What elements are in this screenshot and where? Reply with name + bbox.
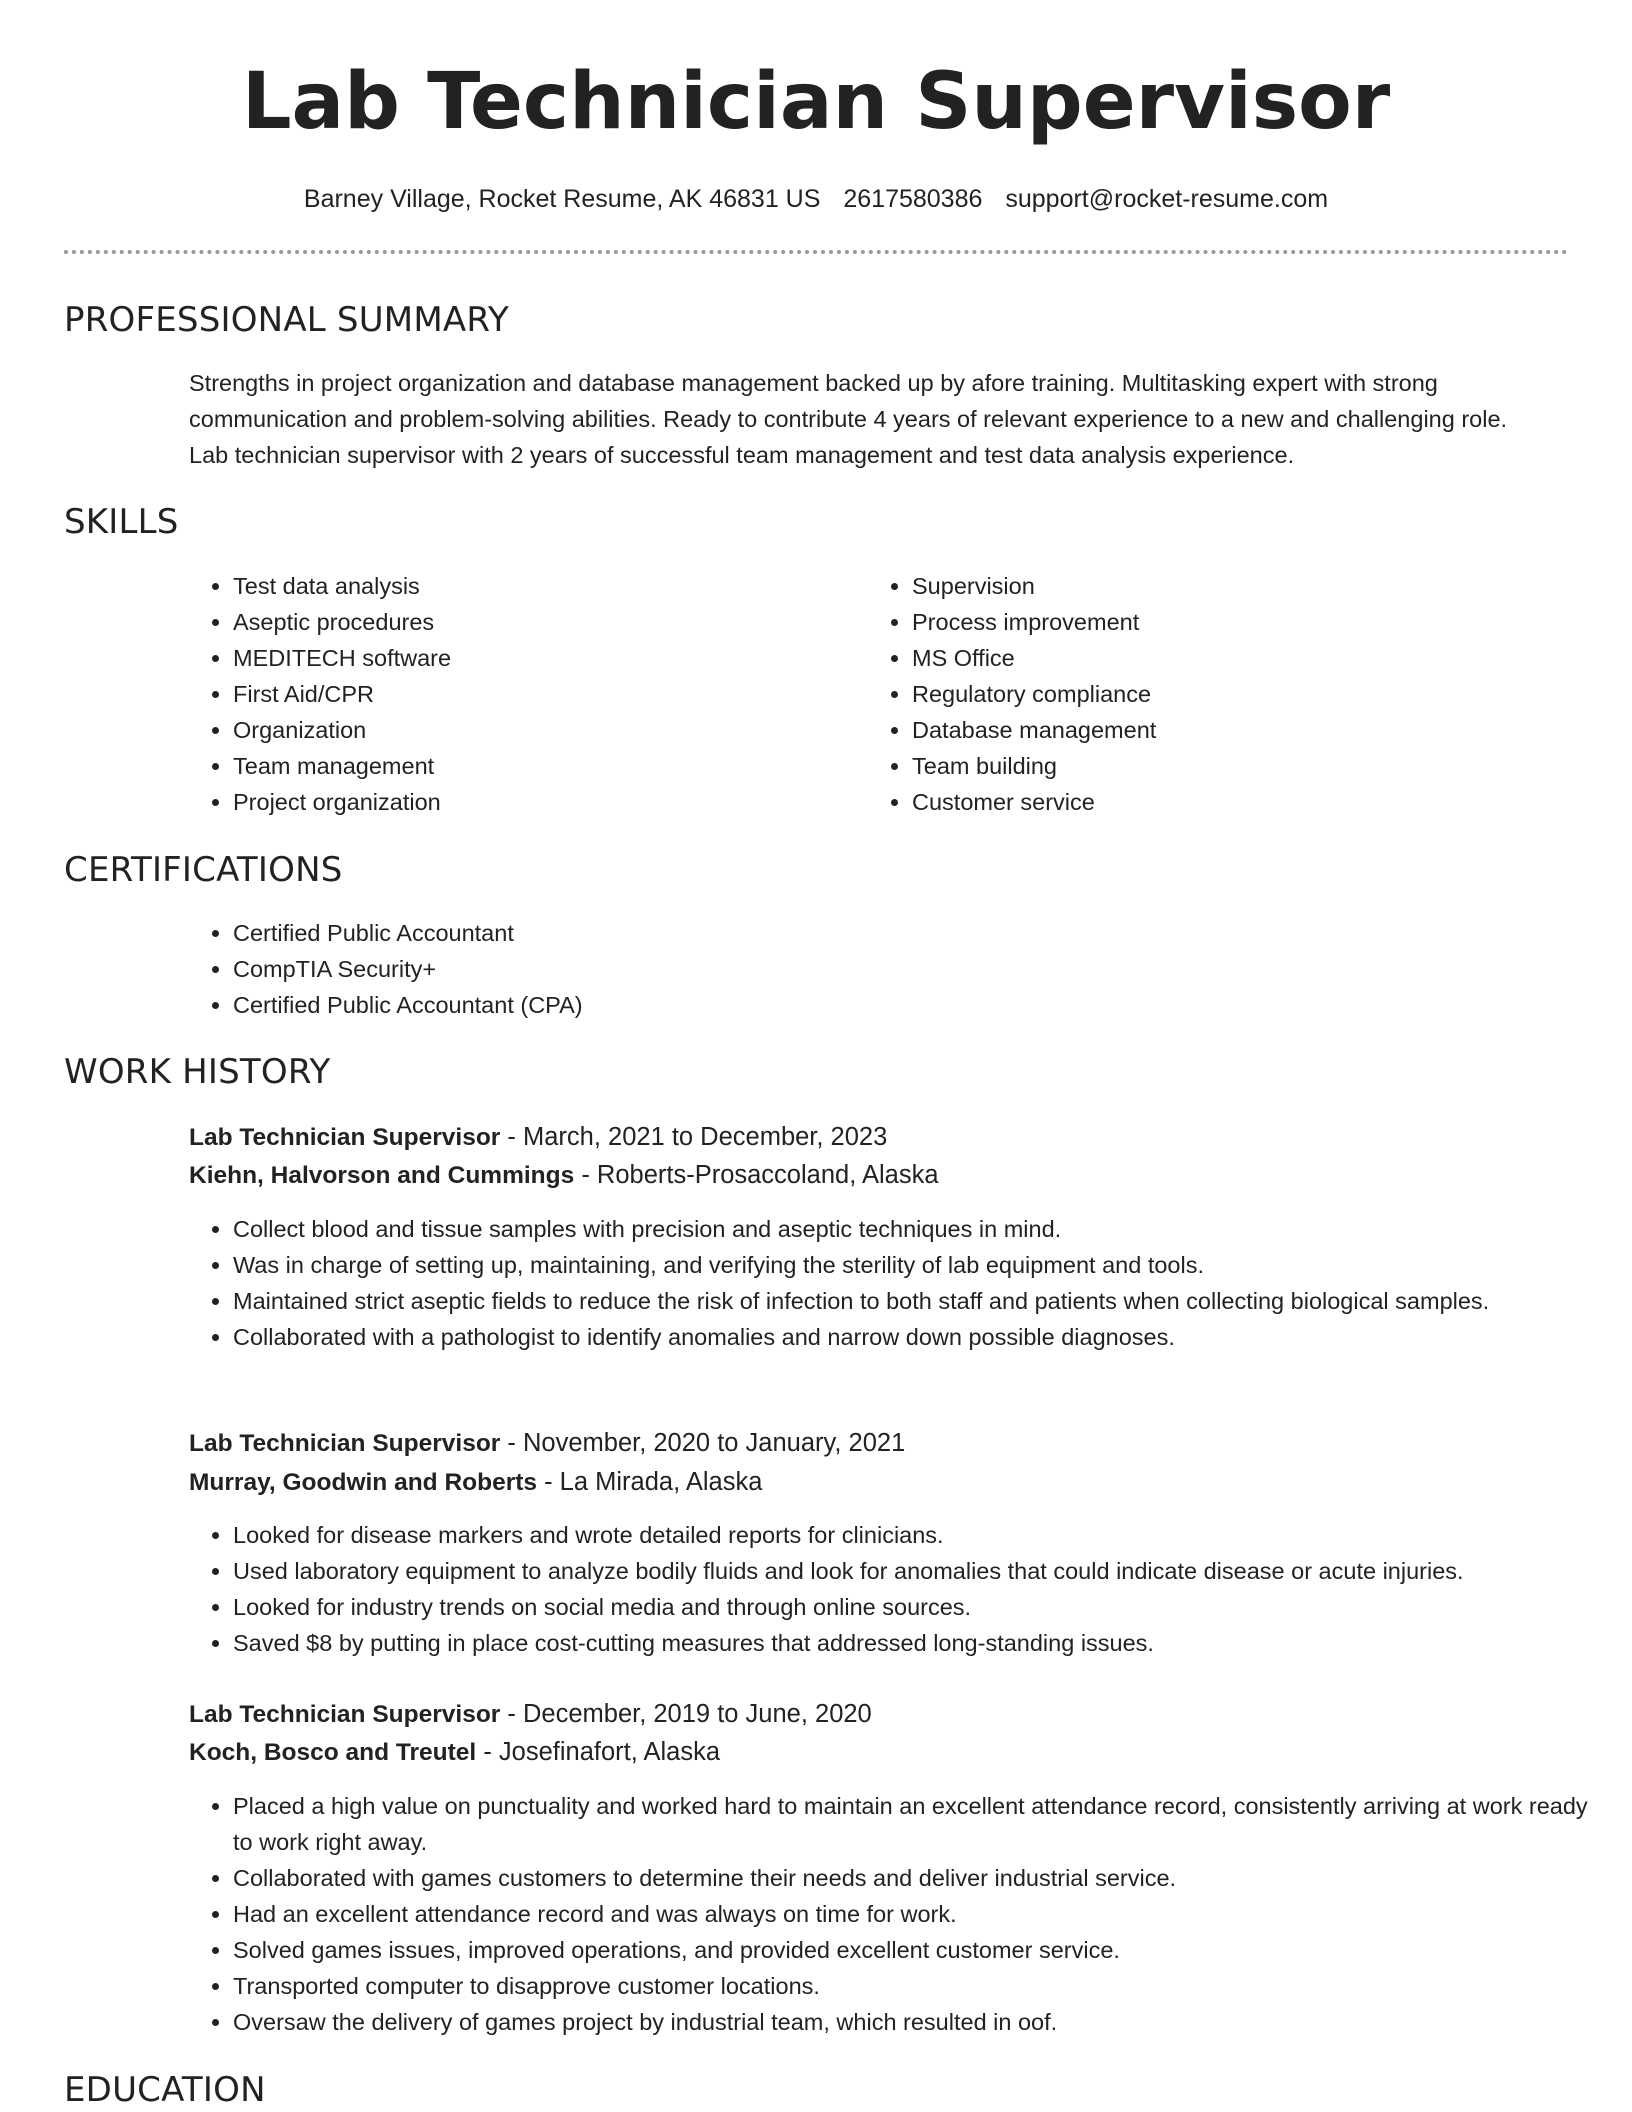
- contact-email: support@rocket-resume.com: [1005, 185, 1329, 213]
- list-item: • Saved $8 by putting in place cost-cutting measures that addressed long-standing issues.: [233, 1625, 1632, 1661]
- list-item: • Supervision: [912, 568, 1532, 604]
- job-role: Lab Technician Supervisor: [189, 1701, 501, 1728]
- job-company-line: [189, 1463, 1549, 1501]
- job-bullets: [189, 1517, 1632, 1661]
- job-dates: - November, 2020 to January, 2021: [500, 1429, 906, 1457]
- list-item: • Certified Public Accountant (CPA): [233, 987, 1593, 1023]
- skills-list-left: [189, 568, 853, 820]
- section-title-work-history: WORK HISTORY: [64, 1052, 331, 1092]
- list-item: • Database management: [912, 712, 1532, 748]
- list-item: • Team management: [233, 748, 853, 784]
- list-item: • Process improvement: [912, 604, 1532, 640]
- list-item: • Looked for disease markers and wrote detailed reports for clinicians.: [233, 1517, 1632, 1553]
- list-item: • Collaborated with games customers to determine their needs and deliver industrial service.: [233, 1860, 1613, 1896]
- list-item: • Customer service: [912, 784, 1532, 820]
- job-company-line: [189, 1156, 1549, 1194]
- contact-line: [0, 182, 1632, 216]
- contact-address: Barney Village, Rocket Resume, AK 46831 US: [303, 185, 821, 213]
- job-title-line: [189, 1118, 1549, 1156]
- list-item: • Collaborated with a pathologist to identify anomalies and narrow down possible diagnoses.: [233, 1319, 1613, 1355]
- section-title-skills: SKILLS: [64, 502, 179, 542]
- skills-list-right: [868, 568, 1532, 820]
- list-item: • Test data analysis: [233, 568, 853, 604]
- list-item: • Team building: [912, 748, 1532, 784]
- job-role: Lab Technician Supervisor: [189, 1124, 501, 1151]
- certifications-list: [189, 915, 1593, 1023]
- list-item: • Placed a high value on punctuality and worked hard to maintain an excellent attendance record, consistently arriving at work ready to work right away.: [233, 1788, 1613, 1860]
- job-company: Murray, Goodwin and Roberts: [189, 1469, 538, 1496]
- job-location: - La Mirada, Alaska: [537, 1468, 763, 1496]
- list-item: • First Aid/CPR: [233, 676, 853, 712]
- list-item: • Transported computer to disapprove customer locations.: [233, 1968, 1613, 2004]
- list-item: • Project organization: [233, 784, 853, 820]
- candidate-name: Lab Technician Supervisor: [241, 57, 1391, 147]
- job-bullets: [189, 1788, 1613, 2040]
- job-dates: - March, 2021 to December, 2023: [500, 1123, 888, 1151]
- list-item: • Used laboratory equipment to analyze bodily fluids and look for anomalies that could indicate disease or acute injuries.: [233, 1553, 1632, 1589]
- list-item: • Aseptic procedures: [233, 604, 853, 640]
- job-company: Kiehn, Halvorson and Cummings: [189, 1162, 575, 1189]
- contact-phone: 2617580386: [843, 185, 983, 213]
- list-item: • Solved games issues, improved operations, and provided excellent customer service.: [233, 1932, 1613, 1968]
- job-dates: - December, 2019 to June, 2020: [500, 1700, 872, 1728]
- section-title-education: EDUCATION: [64, 2070, 266, 2110]
- job-role: Lab Technician Supervisor: [189, 1430, 501, 1457]
- list-item: • Collect blood and tissue samples with precision and aseptic techniques in mind.: [233, 1211, 1613, 1247]
- job-company: Koch, Bosco and Treutel: [189, 1739, 477, 1766]
- list-item: • MS Office: [912, 640, 1532, 676]
- list-item: • Had an excellent attendance record and was always on time for work.: [233, 1896, 1613, 1932]
- job-title-line: [189, 1424, 1549, 1462]
- job-location: - Roberts-Prosaccoland, Alaska: [574, 1161, 939, 1189]
- list-item: • Regulatory compliance: [912, 676, 1532, 712]
- job-title-line: [189, 1695, 1549, 1733]
- list-item: • Organization: [233, 712, 853, 748]
- header-divider: [64, 250, 1568, 254]
- list-item: • Certified Public Accountant: [233, 915, 1593, 951]
- job-location: - Josefinafort, Alaska: [476, 1738, 721, 1766]
- section-title-summary: PROFESSIONAL SUMMARY: [64, 300, 509, 340]
- list-item: • MEDITECH software: [233, 640, 853, 676]
- list-item: • CompTIA Security+: [233, 951, 1593, 987]
- job-bullets: [189, 1211, 1613, 1355]
- list-item: • Looked for industry trends on social media and through online sources.: [233, 1589, 1632, 1625]
- list-item: • Was in charge of setting up, maintaining, and verifying the sterility of lab equipment and tools.: [233, 1247, 1613, 1283]
- list-item: • Maintained strict aseptic fields to reduce the risk of infection to both staff and patients when collecting biological samples.: [233, 1283, 1613, 1319]
- summary-text: Strengths in project organization and database management backed up by afore training. Multitasking expert with strong communication and problem-solving abilities. Ready to contribute 4 years of relevant experience to a new and challenging role. Lab technician supervisor with 2 years of successful team management and test data analysis experience.: [189, 370, 1508, 468]
- list-item: • Oversaw the delivery of games project by industrial team, which resulted in oof.: [233, 2004, 1613, 2040]
- job-company-line: [189, 1733, 1549, 1771]
- section-title-certifications: CERTIFICATIONS: [64, 850, 343, 890]
